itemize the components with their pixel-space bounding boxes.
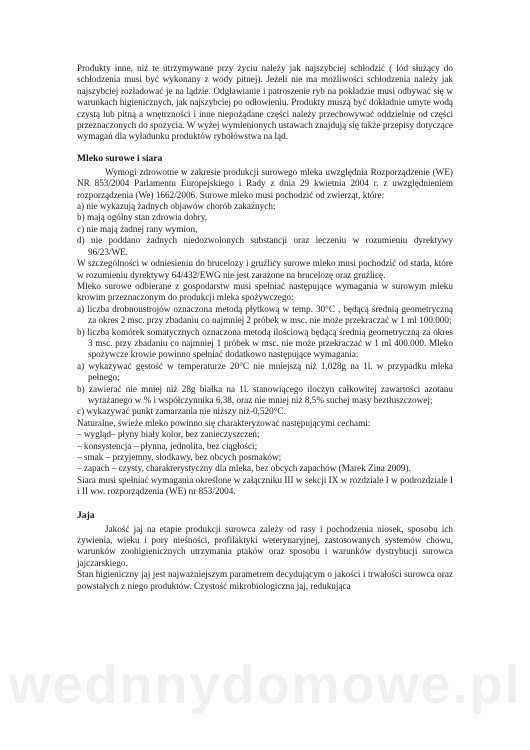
list-item: b) mają ogólny stan zdrowia dobry, xyxy=(77,212,208,223)
site-watermark: wednnydomowe.pl xyxy=(8,655,522,715)
list-item: – konsystencja – płynna, jednolita, bez ciągłości; xyxy=(77,440,258,451)
list-item: b) zawierać nie mniej niż 28g białka na 1l. stanowiącego iloczyn całkowitej zawartości azotanu wyrażanego w % i współczynnika 6,38, oraz nie mniej niż 8,5% suchej masy beztłuszczowej; xyxy=(77,383,453,405)
list-item: a) nie wykazują żadnych objawów chorób zakaźnych; xyxy=(77,201,276,212)
milk-paragraph-3: Mleko surowe odbierane z gospodarstw musi spełniać następujące wymagania w surowym mleku krowim przeznaczonym do produkcji mleka spożywczego: xyxy=(77,280,453,303)
eggs-section-heading: Jaja xyxy=(77,509,95,521)
list-item: a) liczba drobnoustrojów oznaczona metodą płytkową w temp. 30°C , będącą średnią geometryczną za okres 2 msc. przy zbadaniu co najmniej 2 próbek w msc. nie może przekraczać w 1 ml 100.000; xyxy=(77,303,453,326)
document-page xyxy=(77,63,453,592)
animal-conditions-list xyxy=(77,201,453,258)
eggs-paragraph-2: Stan higieniczny jaj jest najważniejszym parametrem decydującym o jakości i trwałości surowca oraz powstałych z niego produktów. Czystość mikrobiologiczna jaj, redukująca xyxy=(77,569,453,591)
milk-requirements-list xyxy=(77,304,453,418)
list-item: – zapach – czysty, charakterystyczny dla mleka, bez obcych zapachów (Marek Zina 2009). xyxy=(77,463,411,474)
intro-paragraph: Produkty inne, niż te utrzymywane przy życiu należy jak najszybciej schłodzić ( lód służący do schłodzenia musi być wykonany z wody pitnej). Jeżeli nie ma możliwości schłodzenia należy jak najszybciej rozładować je na lądzie. Odgławianie i patroszenie ryb na pokładzie musi odbywać się w warunkach higienicznych, jak najszybciej po odłowieniu. Produkty muszą być dokładnie umyte wodą czystą lub pitną a wnętrzności i inne niepożądane części należy przechowywać oddzielnie od części przeznaczonych do spożycia. W wyżej wymienionych ustawach znajdują się także przepisy dotyczące wymagań dla wyładunku produktów rybołówstwa na ląd. xyxy=(77,63,453,142)
list-item: a) wykazywać gęstość w temperaturze 20°C nie mniejszą niż 1,028g na 1l. w przypadku mleka pełnego; xyxy=(77,360,453,383)
list-item: b) liczba komórek somatycznych oznaczona metodą ilościową będącą średnią geometryczną za okres 3 msc. przy zbadaniu co najmniej 1 próbek w msc. nie może przekraczać w 1 ml 400.000. Mleko spożywcze krowie powinno spełniać dodatkowo następujące wymagania: xyxy=(77,326,453,360)
milk-section-heading: Mleko surowe i siara xyxy=(77,152,163,164)
milk-paragraph-2: W szczególności w odniesieniu do brucelozy i gruźlicy surowe mleko musi pochodzić od stada, które w rozumieniu dyrektywy 64/432/EWG nie jest zarażone na brucelozę oraz gruźlicę. xyxy=(77,258,453,280)
eggs-paragraph-1: Jakość jaj na etapie produkcji surowca zależy od rasy i pochodzenia niosek, sposobu ich żywienia, wieku i pory nieśności, profilaktyki weterynaryjnej, zastosowanych systemów chowu, warunków zoohigienicznych utrzymania ptaków oraz sposobu i warunków dystrybucji surowca jajczarskiego. xyxy=(77,523,453,568)
list-item: c) wykazywać punkt zamarzania nie niższy niż-0,520°C. xyxy=(77,406,286,417)
milk-paragraph-5: Siara musi spełniać wymagania określone w załączniku III w sekcji IX w rozdziale I w podrozdziale I i II ww. rozporządzenia (WE) nr 853/2004. xyxy=(77,474,453,497)
milk-paragraph-1: Wymogi zdrowotne w zakresie produkcji surowego mleka uwzględnia Rozporządzenie (WE) NR 853/2004 Parlamentu Europejskiego i Rady z dnia 29 kwietnia 2004 r. z uwzględnieniem rozporządzenia (We) 1662/2006. Surowe mleko musi pochodzić od zwierząt, które: xyxy=(77,166,453,200)
list-item: – wygląd– płyny biały kolor, bez zanieczyszczeń; xyxy=(77,429,260,440)
milk-features-list xyxy=(77,429,453,475)
list-item: d) nie poddano żadnych niedozwolonych substancji oraz leczeniu w rozumieniu dyrektywy 96/23/WE. xyxy=(77,235,453,257)
list-item: – smak – przyjemny, słodkawy, bez obcych posmaków; xyxy=(77,452,282,462)
milk-paragraph-4: Naturalne, świeże mleko powinno się charakteryzować następującymi cechami: xyxy=(77,417,371,428)
list-item: c) nie mają żadnej rany wymion, xyxy=(77,223,198,234)
